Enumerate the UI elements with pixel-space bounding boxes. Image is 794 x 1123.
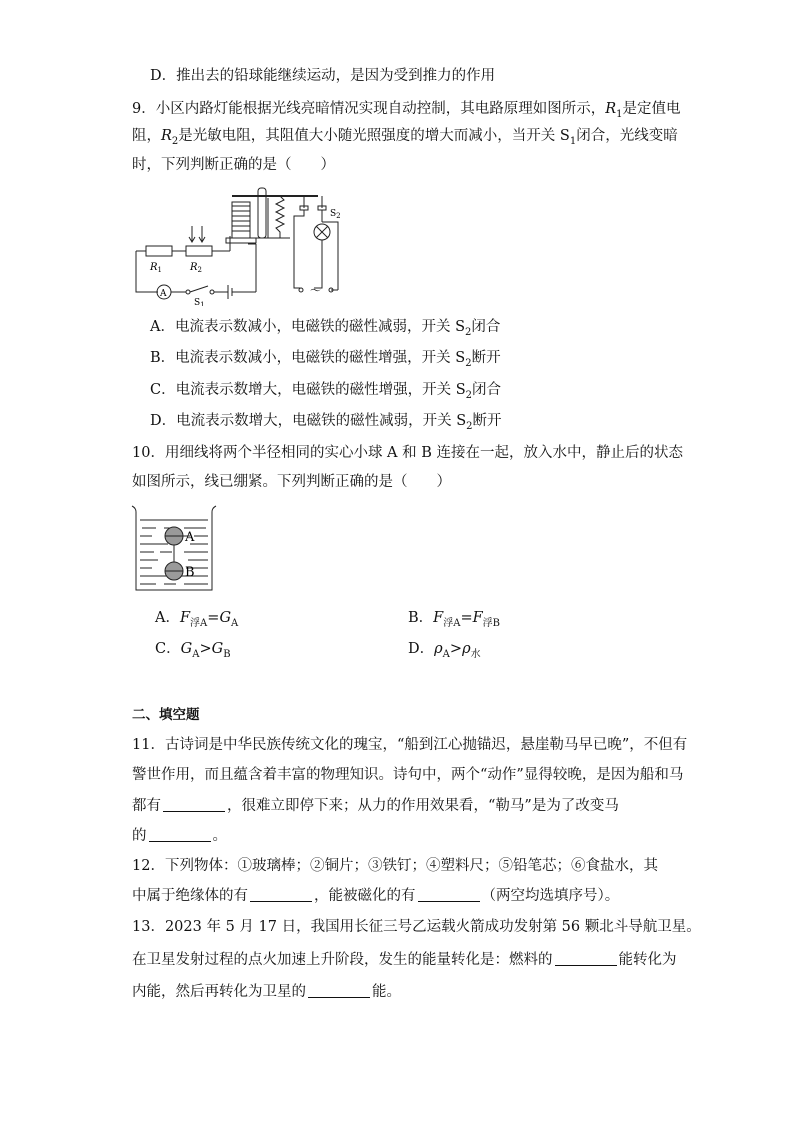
q13-line2: 在卫星发射过程的点火加速上升阶段，发生的能量转化是：燃料的 能转化为 (132, 952, 677, 968)
q10-beaker-diagram (130, 504, 220, 596)
q12-blank-1[interactable] (250, 886, 312, 902)
q10-option-d: D．$\rho_A>\rho_水$ (408, 641, 481, 660)
q9-option-b: B．电流表示数减小，电磁铁的磁性增强，开关 $S_2$断开 (150, 350, 501, 369)
q13-blank-2[interactable] (308, 982, 370, 998)
q10-stem-line1: 10．用细线将两个半径相同的实心小球 A 和 B 连接在一起，放入水中，静止后的状态 (132, 445, 684, 461)
q10-option-c: C．$G_A>G_B$ (155, 641, 231, 660)
q11-blank-1[interactable] (163, 796, 225, 812)
q8-option-d: D．推出去的铅球能继续运动，是因为受到推力的作用 (150, 68, 496, 84)
section-title-fill-in: 二、填空题 (132, 707, 200, 723)
q11-blank-2[interactable] (149, 826, 211, 842)
q11-line2: 警世作用，而且蕴含着丰富的物理知识。诗句中，两个“动作”显得较晚，是因为船和马 (132, 767, 684, 783)
q12-line1: 12．下列物体：①玻璃棒；②铜片；③铁钉；④塑料尺；⑤铅笔芯；⑥食盐水，其 (132, 858, 658, 874)
q10-option-a: A．$F_{浮A}=G_A$ (155, 610, 239, 629)
fig-label-ac: ～ (310, 284, 321, 297)
fig-label-s2: $S_2$ (330, 209, 341, 220)
ball-a-label: A (185, 530, 195, 545)
q11-line3: 都有 ，很难立即停下来；从力的作用效果看，“勒马”是为了改变马 (132, 798, 619, 814)
fig-label-ammeter: A (160, 289, 167, 299)
ball-b-label: B (185, 565, 195, 580)
q10-stem-line2: 如图所示，线已绷紧。下列判断正确的是（ ） (132, 474, 451, 490)
q10-option-b: B．$F_{浮A}=F_{浮B}$ (408, 610, 501, 629)
q11-line4: 的 。 (132, 828, 227, 844)
q11-line1: 11．古诗词是中华民族传统文化的瑰宝，“船到江心抛锚迟，悬崖勒马早已晚”，不但有 (132, 737, 688, 753)
q9-circuit-diagram (128, 186, 348, 306)
q13-line1: 13．2023 年 5 月 17 日，我国用长征三号乙运载火箭成功发射第 56 颗北斗导航卫星。 (132, 919, 701, 935)
q9-stem-line2: 阻，$R_2$是光敏电阻，其阻值大小随光照强度的增大而减小，当开关 $S_1$闭合，光线变暗 (132, 128, 678, 147)
q9-option-c: C．电流表示数增大，电磁铁的磁性增强，开关 $S_2$闭合 (150, 382, 502, 401)
q9-stem-line1: 9．小区内路灯能根据光线亮暗情况实现自动控制，其电路原理如图所示，$R_1$是定值电 (132, 101, 681, 120)
q12-blank-2[interactable] (418, 886, 480, 902)
q9-option-a: A．电流表示数减小，电磁铁的磁性减弱，开关 $S_2$闭合 (150, 319, 501, 338)
q12-line2: 中属于绝缘体的有 ，能被磁化的有 （两空均选填序号）。 (132, 888, 620, 904)
fig-label-s1: $S_1$ (194, 298, 205, 306)
fig-label-r2: $R_2$ (190, 262, 202, 274)
q9-stem-line3: 时，下列判断正确的是（ ） (132, 157, 335, 173)
q9-option-d: D．电流表示数增大，电磁铁的磁性减弱，开关 $S_2$断开 (150, 413, 502, 432)
q13-line3: 内能，然后再转化为卫星的 能。 (132, 984, 401, 1000)
q13-blank-1[interactable] (555, 950, 617, 966)
fig-label-r1: $R_1$ (150, 262, 162, 274)
